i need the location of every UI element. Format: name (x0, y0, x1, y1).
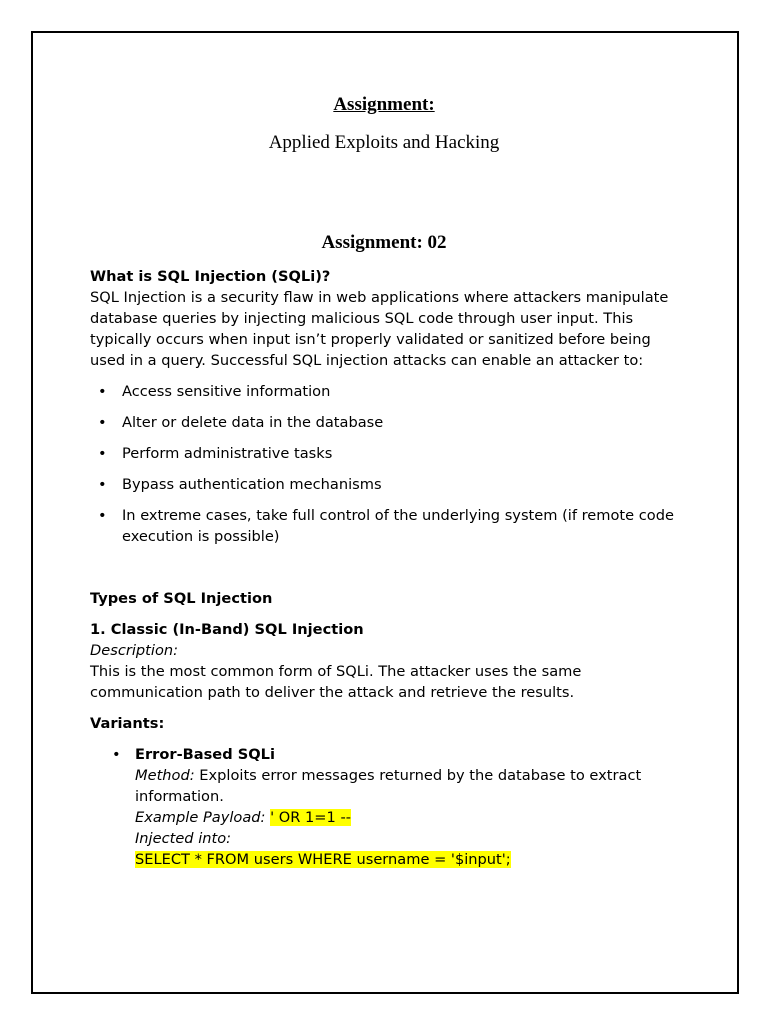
variant-title: • Error-Based SQLi (135, 746, 275, 763)
method-text: Exploits error messages returned by the database to extract information. (135, 767, 642, 805)
variants-list (90, 744, 680, 870)
assignment-number: Assignment: 02 (321, 232, 447, 253)
classic-heading: 1. Classic (In-Band) SQL Injection (90, 621, 364, 638)
variants-heading: Variants: (90, 715, 165, 732)
list-item: • Perform administrative tasks (90, 443, 680, 464)
types-heading: Types of SQL Injection (90, 590, 273, 607)
method-label: Method: (135, 767, 195, 784)
description-text: This is the most common form of SQLi. The attacker uses the same communication path to deliver the attack and retrieve the results. (90, 663, 582, 701)
intro-paragraph: SQL Injection is a security flaw in web applications where attackers manipulate database queries by injecting malicious SQL code through user input. This typically occurs when input isn’t properly validated or sanitized before being used in a query. Successful SQL injection attacks can enable an attacker to: (90, 289, 669, 369)
injected-label: Injected into: (135, 830, 232, 847)
impact-list (90, 381, 680, 547)
document-body (90, 266, 680, 870)
payload-code: ' OR 1=1 -- (270, 809, 351, 826)
variant-query (135, 849, 680, 870)
payload-label: Example Payload: (135, 809, 266, 826)
query-code: SELECT * FROM users WHERE username = '$input'; (135, 851, 511, 868)
list-item: • In extreme cases, take full control of the underlying system (if remote code execution is possible) (90, 505, 680, 547)
list-item: • Bypass authentication mechanisms (90, 474, 680, 495)
variant-method (135, 765, 680, 807)
list-item (90, 744, 680, 870)
assignment-title: Assignment: (333, 94, 435, 115)
course-name: Applied Exploits and Hacking (268, 132, 500, 153)
description-label: Description: (90, 642, 179, 659)
intro-heading: What is SQL Injection (SQLi)? (90, 268, 331, 285)
list-item: • Access sensitive information (90, 381, 680, 402)
variant-payload (135, 807, 680, 828)
list-item: • Alter or delete data in the database (90, 412, 680, 433)
